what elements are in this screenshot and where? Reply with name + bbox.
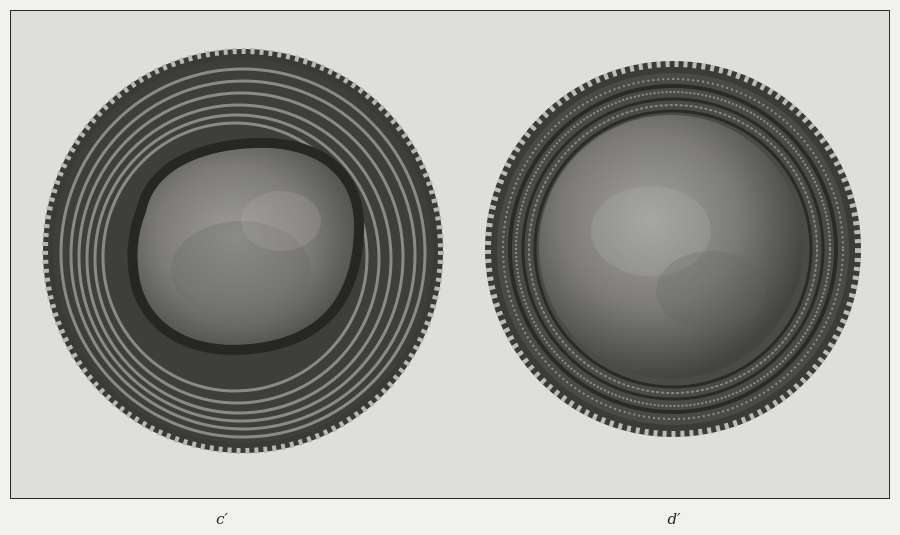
photo-plate [10, 10, 890, 499]
caption-c: c′ [216, 510, 228, 528]
plate-photo [11, 11, 888, 497]
caption-d: d′ [667, 510, 681, 528]
bowl-c [43, 49, 443, 453]
bowl-d [485, 61, 861, 437]
